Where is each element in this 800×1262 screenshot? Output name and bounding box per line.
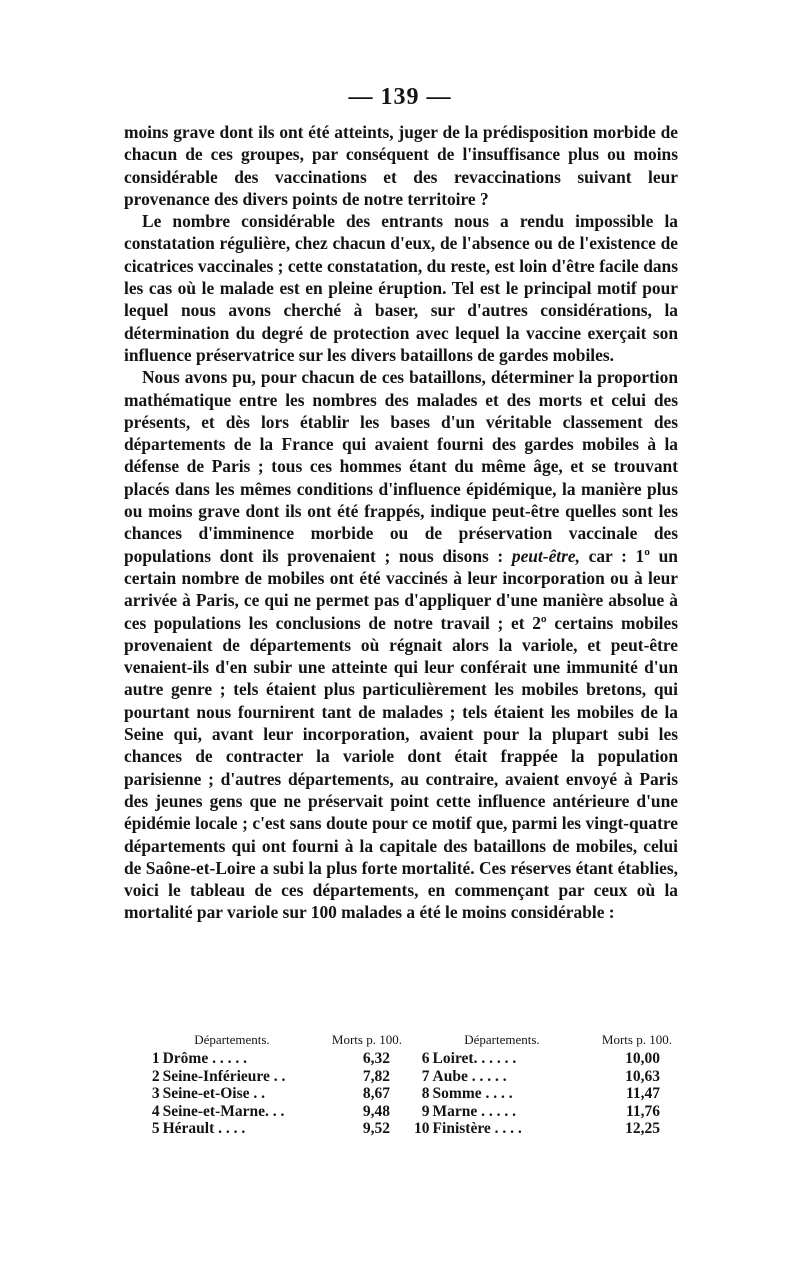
paragraph-3 (124, 366, 678, 923)
emphasis-peut-etre: peut-être, (511, 545, 580, 566)
rank: 3 (151, 1085, 160, 1102)
paragraph-2: Le nombre considérable des entrants nous a rendu impossible la constatation régulière, chez chacun d'eux, de l'absence ou de l'existence de cicatrices vaccinales ; cette constatation, du reste, est loin d'être facile dans les cas où le malade est en pleine éruption. Tel est le principal motif pour lequel nous avons cherché à baser, sur d'autres considérations, la détermination du degré de protection avec lequel la vaccine exerçait son influence préservatrice sur les divers bataillons de gardes mobiles. (124, 211, 678, 365)
department-name: Seine-et-Marne. . . (162, 1102, 285, 1120)
rank: 6 (421, 1050, 430, 1067)
department-name: Aube . . . . . (432, 1067, 507, 1085)
rank: 9 (421, 1102, 430, 1120)
rank: 1 (151, 1050, 160, 1067)
table-row (140, 1120, 680, 1138)
paragraph-3-text: Nous avons pu, pour chacun de ces bataillons, déterminer la proportion mathématique entre les nombres des malades et des morts et celui des présents, et dès lors établir les bases d'un véritable classement des départements de la France qui avaient fourni des gardes mobiles à la défense de Paris ; tous ces hommes étant du même âge, et se trouvant placés dans les mêmes conditions d'influence épidémique, la manière plus ou moins grave dont ils ont été frappés, indique peut-être quelles sont les chances d'imminence morbide ou de préservation vaccinale des populations dont ils provenaient ; nous disons : (124, 367, 678, 566)
header-morts-right: Morts p. 100. (601, 1032, 672, 1047)
rank: 8 (421, 1085, 430, 1102)
table-row (140, 1103, 680, 1121)
department-name: Loiret. . . . . . (432, 1050, 517, 1067)
table-row (140, 1085, 680, 1103)
department-name: Marne . . . . . (432, 1102, 517, 1120)
header-morts-left: Morts p. 100. (331, 1032, 402, 1047)
paragraph-3-continuation: car : 1º un certain nombre de mobiles ont été vaccinés à leur incorporation ou à leur arrivée à Paris, ce qui ne permet pas d'appliquer d'une manière absolue à ces populations les conclusions de notre travail ; et 2º certains mobiles provenaient de départements où régnait alors la variole, et peut-être venaient-ils d'en subir une atteinte qui leur conférait une immunité d'un autre genre ; tels étaient plus particulièrement les mobiles bretons, qui pourtant nous fournirent tant de malades ; tels étaient les mobiles de la Seine qui, avant leur incorporation, avaient pour la plupart subi les chances de contracter la variole dont était frappée la population parisienne ; d'autres départements, au contraire, avaient envoyé à Paris des jeunes gens que ne préservait point cette influence antérieure d'une épidémie locale ; c'est sans doute pour ce motif que, parmi les vingt-quatre départements qui ont fourni à la capitale des bataillons de mobiles, celui de Saône-et-Loire a subi la plus forte mortalité. Ces réserves étant établies, voici le tableau de ces départements, en commençant par ceux où la mortalité par variole sur 100 malades a été le moins considérable : (124, 545, 678, 923)
header-departements-left: Départements. (194, 1032, 270, 1047)
rank: 10 (414, 1120, 430, 1137)
department-name: Seine-Inférieure . . (162, 1067, 286, 1085)
departments-table (140, 1032, 680, 1138)
department-name: Drôme . . . . . (162, 1050, 247, 1067)
mortality-value: 11,47 (625, 1085, 660, 1102)
table-row (140, 1068, 680, 1086)
mortality-value: 8,67 (362, 1085, 390, 1102)
rank: 5 (151, 1120, 160, 1137)
page-number: — 139 — (348, 84, 452, 110)
table-header-row (140, 1032, 680, 1050)
department-name: Finistère . . . . (432, 1120, 522, 1137)
rank: 2 (151, 1067, 160, 1085)
department-name: Somme . . . . (432, 1085, 513, 1102)
mortality-value: 10,00 (625, 1050, 660, 1067)
paragraph-1: moins grave dont ils ont été atteints, juger de la prédisposition morbide de chacun de ces groupes, par conséquent de l'insuffisance plus ou moins considérable des vaccinations et des revaccinations suivant leur provenance des divers points de notre territoire ? (124, 122, 678, 209)
department-name: Seine-et-Oise . . (162, 1085, 266, 1102)
body-text (124, 121, 678, 924)
mortality-value: 11,76 (625, 1102, 660, 1120)
department-name: Hérault . . . . (162, 1120, 246, 1137)
rank: 4 (151, 1102, 160, 1120)
mortality-value: 9,48 (362, 1102, 390, 1120)
mortality-value: 12,25 (625, 1120, 660, 1137)
rank: 7 (421, 1067, 430, 1085)
mortality-value: 10,63 (625, 1067, 660, 1085)
mortality-value: 9,52 (362, 1120, 390, 1137)
table-row (140, 1050, 680, 1068)
mortality-value: 7,82 (362, 1067, 390, 1085)
header-departements-right: Départements. (464, 1032, 540, 1047)
mortality-value: 6,32 (362, 1050, 390, 1067)
